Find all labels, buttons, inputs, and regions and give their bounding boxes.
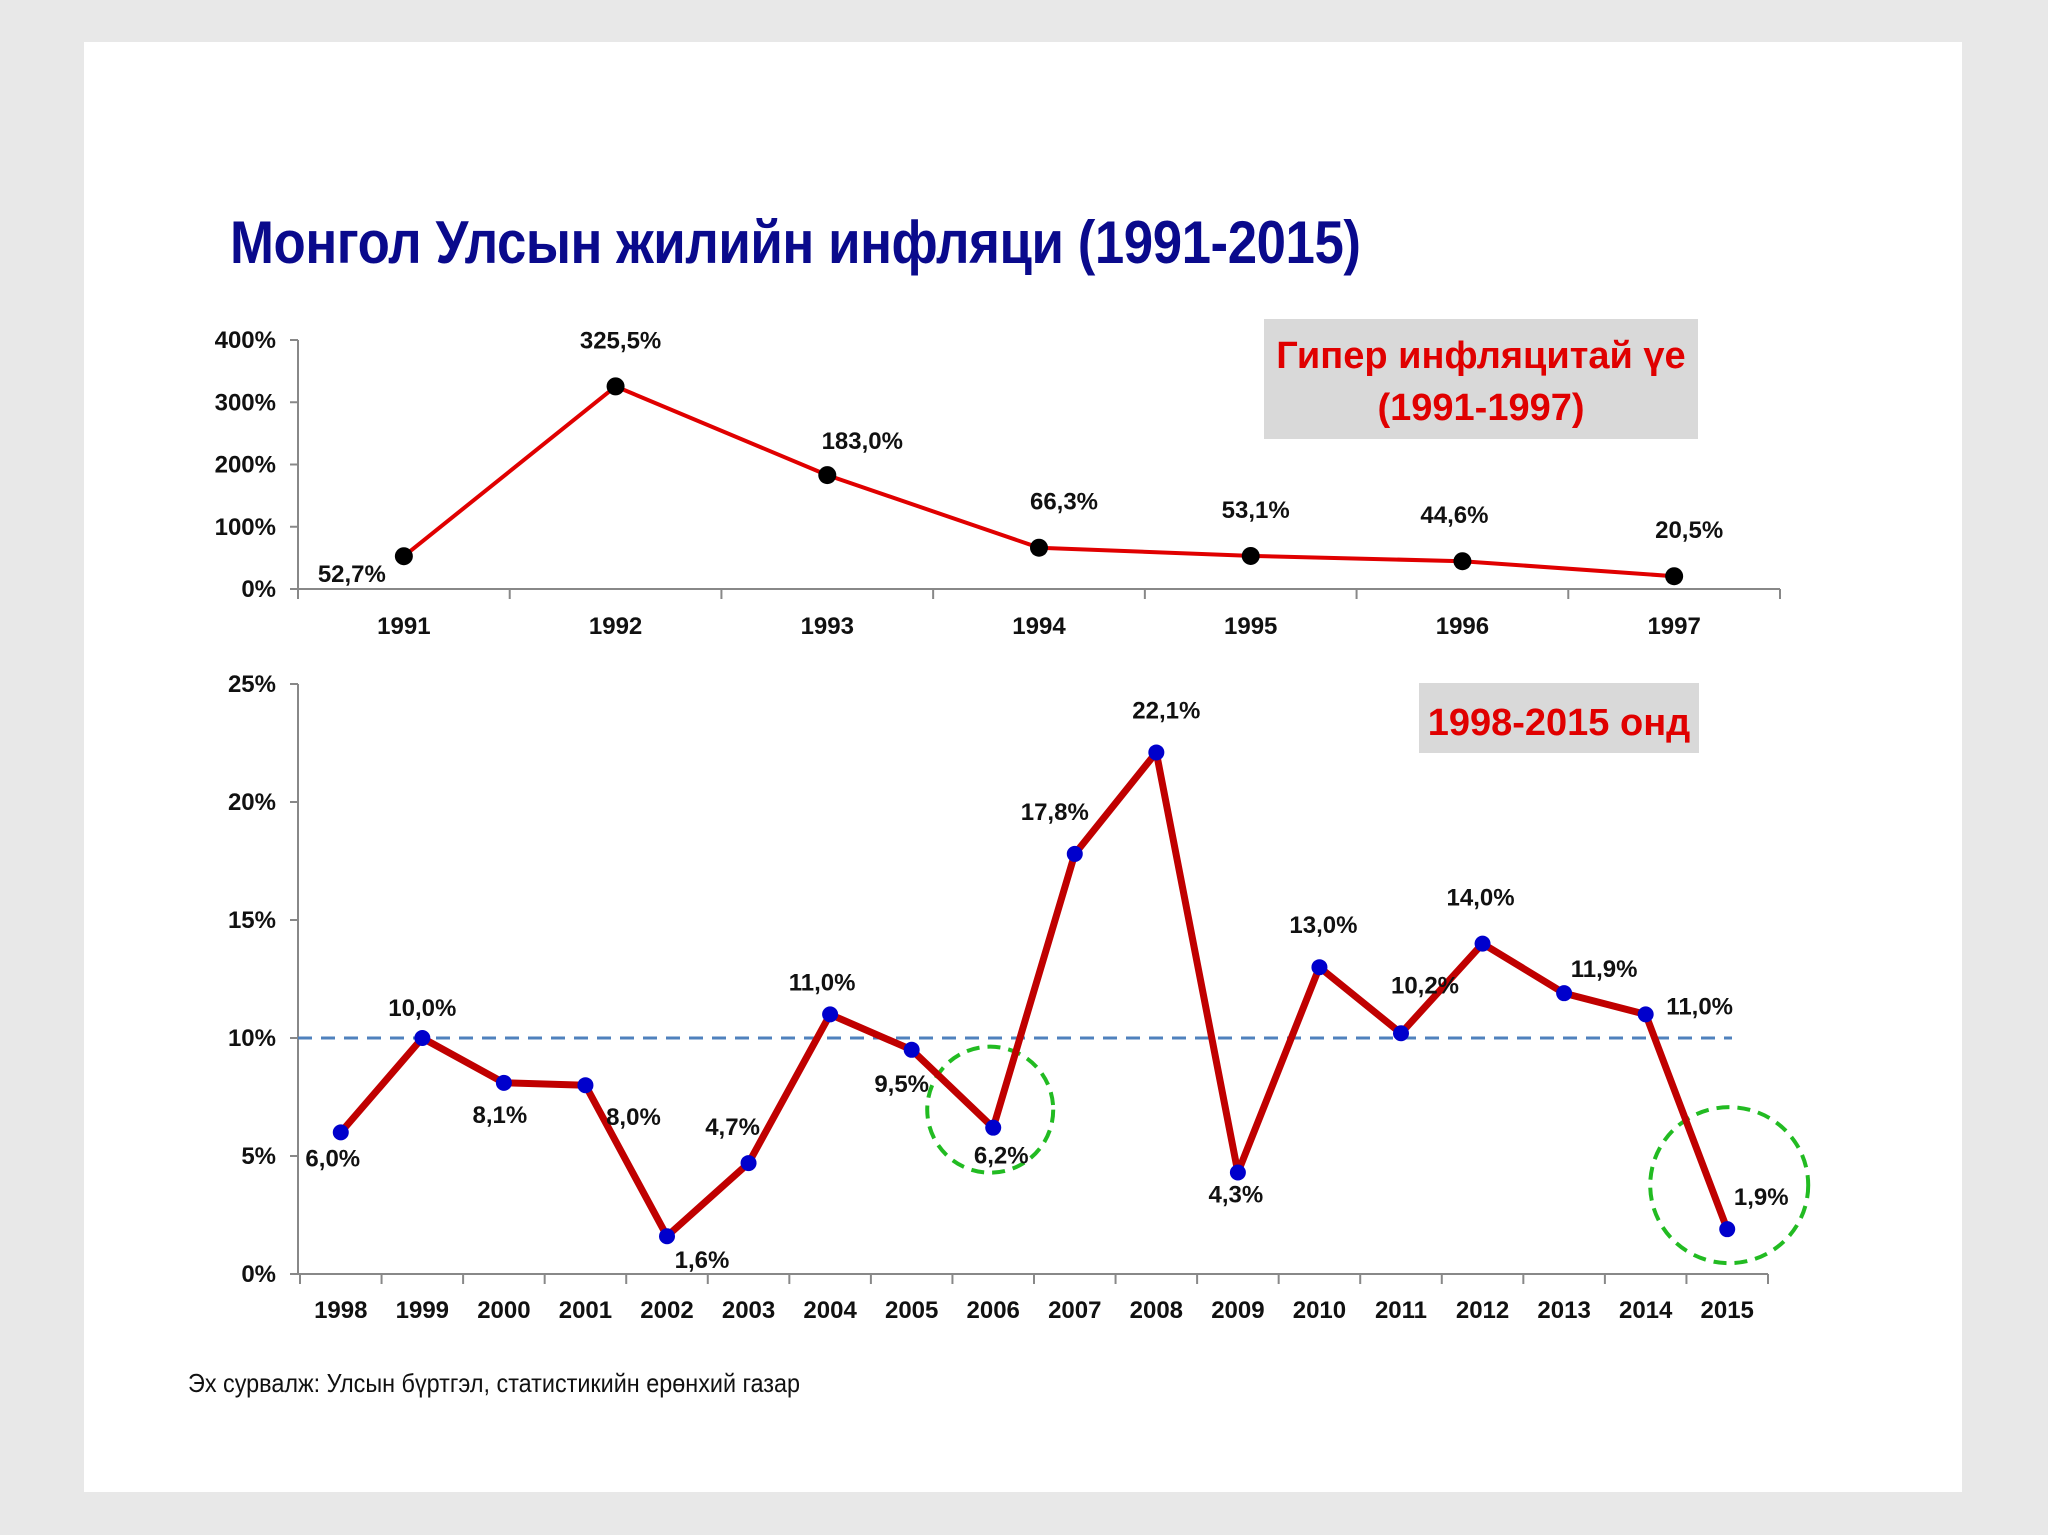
data-point (659, 1228, 675, 1244)
data-point (1475, 936, 1491, 952)
x-tick-label: 2007 (1048, 1297, 1102, 1324)
y-tick-label: 0% (241, 1261, 276, 1288)
y-tick-label: 20% (227, 789, 276, 816)
data-point (1311, 959, 1327, 975)
period-label-text: (1991-1997) (1377, 387, 1585, 429)
x-tick-label: 2005 (884, 1297, 939, 1324)
y-tick-label: 10% (227, 1025, 276, 1052)
data-point (1719, 1221, 1735, 1237)
x-tick-label: 2001 (558, 1297, 613, 1324)
data-point (1638, 1006, 1654, 1022)
y-tick-label: 0% (241, 576, 276, 603)
data-label: 4,3% (1208, 1181, 1264, 1209)
data-label: 8,0% (606, 1104, 661, 1132)
x-tick-label: 1991 (377, 613, 431, 640)
data-point (395, 547, 413, 565)
data-point (414, 1030, 430, 1046)
y-tick-label: 300% (214, 389, 276, 417)
y-tick-label: 15% (227, 907, 276, 934)
x-tick-label: 2013 (1537, 1297, 1591, 1324)
data-label: 6,2% (973, 1142, 1029, 1170)
data-point (1030, 539, 1048, 557)
y-tick-label: 400% (214, 327, 276, 354)
x-tick-label: 2000 (477, 1297, 531, 1324)
data-label: 20,5% (1655, 517, 1724, 545)
x-tick-label: 2012 (1455, 1297, 1510, 1324)
data-point (1665, 567, 1683, 585)
data-label: 6,0% (305, 1145, 361, 1173)
period-label-text: Гипер инфляцитай үе (1276, 335, 1686, 377)
x-tick-label: 1993 (800, 613, 854, 640)
data-label: 14,0% (1446, 884, 1515, 912)
data-label: 11,0% (1666, 993, 1734, 1021)
x-tick-label: 2015 (1700, 1297, 1754, 1324)
hyperinflation-chart (215, 319, 1780, 640)
x-tick-label: 2014 (1618, 1297, 1673, 1324)
data-point (607, 377, 625, 395)
inflation-1998-2015-chart (228, 671, 1808, 1324)
data-label: 9,5% (874, 1070, 930, 1098)
data-label: 4,7% (705, 1114, 760, 1142)
x-tick-label: 2002 (640, 1297, 694, 1324)
data-point (1067, 846, 1083, 862)
data-label: 52,7% (317, 561, 386, 589)
data-label: 325,5% (579, 327, 662, 355)
data-point (1230, 1165, 1246, 1181)
period-label-text: 1998-2015 онд (1427, 702, 1691, 744)
data-point (333, 1124, 349, 1140)
data-point (904, 1042, 920, 1058)
data-label: 17,8% (1020, 798, 1089, 826)
data-point (577, 1077, 593, 1093)
data-label: 22,1% (1132, 697, 1201, 725)
source-note: Эх сурвалж: Улсын бүртгэл, статистикийн ерөнхий газар (188, 1368, 801, 1398)
x-tick-label: 1995 (1224, 613, 1278, 640)
data-point (1393, 1025, 1409, 1041)
x-tick-label: 1998 (314, 1297, 368, 1324)
data-point (1242, 547, 1260, 565)
data-point (985, 1120, 1001, 1136)
data-label: 183,0% (821, 428, 903, 456)
data-point (1556, 985, 1572, 1001)
x-tick-label: 1992 (588, 613, 643, 640)
x-tick-label: 1994 (1012, 613, 1066, 640)
x-tick-label: 2010 (1292, 1297, 1347, 1324)
x-tick-label: 2009 (1211, 1297, 1265, 1324)
y-tick-label: 5% (241, 1143, 276, 1170)
x-tick-label: 2008 (1129, 1297, 1184, 1324)
data-point (496, 1075, 512, 1091)
data-label: 13,0% (1289, 912, 1358, 940)
data-point (822, 1006, 838, 1022)
data-point (818, 466, 836, 484)
x-tick-label: 2011 (1374, 1297, 1428, 1324)
data-point (1453, 552, 1471, 570)
data-point (741, 1155, 757, 1171)
x-tick-label: 1999 (395, 1297, 450, 1324)
x-tick-label: 2006 (966, 1297, 1020, 1324)
page-title: Монгол Улсын жилийн инфляци (1991-2015) (230, 209, 1361, 276)
data-label: 10,0% (388, 995, 457, 1022)
x-tick-label: 2004 (803, 1297, 857, 1324)
data-label: 1,9% (1733, 1184, 1789, 1212)
x-tick-label: 1996 (1435, 613, 1490, 640)
data-label: 1,6% (674, 1247, 730, 1275)
data-label: 11,9% (1570, 956, 1638, 984)
y-tick-label: 200% (214, 451, 276, 479)
data-label: 44,6% (1420, 502, 1489, 530)
y-tick-label: 100% (214, 513, 276, 541)
data-label: 66,3% (1029, 488, 1099, 516)
data-label: 11,0% (788, 969, 856, 997)
x-tick-label: 2003 (721, 1297, 776, 1324)
x-tick-label: 1997 (1647, 613, 1701, 640)
data-label: 10,2% (1390, 972, 1460, 1000)
data-point (1148, 744, 1164, 760)
data-label: 8,1% (472, 1101, 528, 1129)
y-tick-label: 25% (227, 671, 276, 698)
data-label: 53,1% (1221, 496, 1290, 524)
